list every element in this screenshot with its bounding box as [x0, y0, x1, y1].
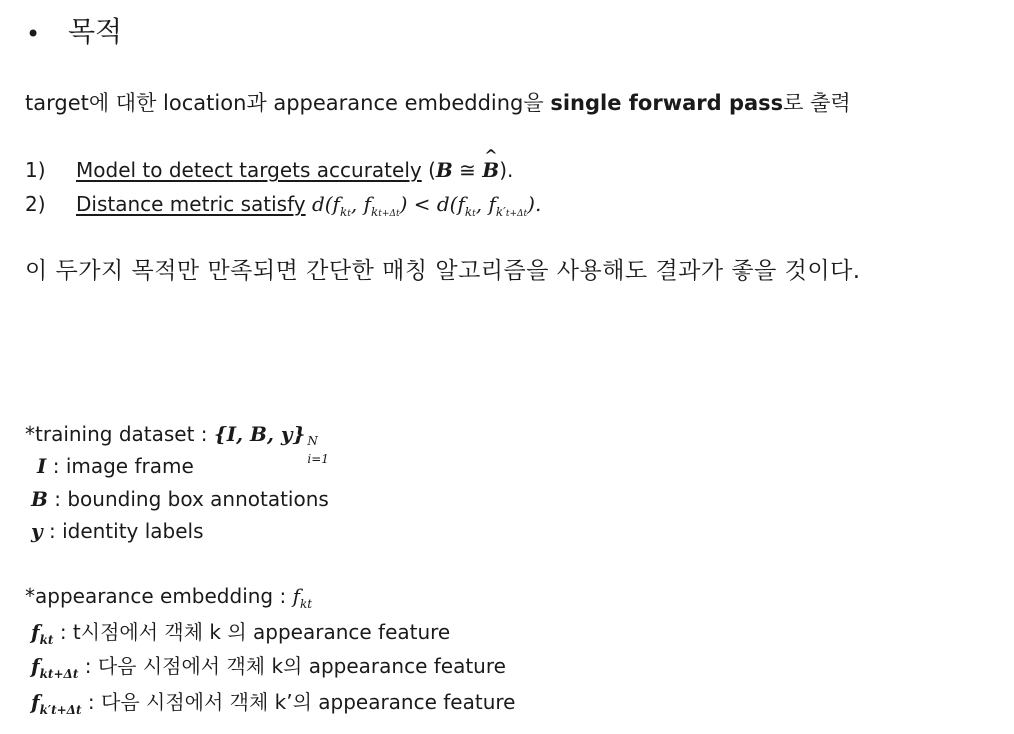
embedding-title — [25, 582, 312, 618]
goal-item-1 — [25, 155, 514, 185]
embedding-title-text: *appearance embedding : — [25, 584, 293, 608]
training-def-bbox — [31, 485, 329, 513]
goal-text — [76, 189, 541, 229]
training-sub: i=1 — [307, 452, 329, 466]
goal-underlined: Distance metric satisfy — [76, 192, 306, 216]
def-symbol: f — [31, 654, 40, 678]
def-text: : bounding box annotations — [47, 487, 329, 511]
def-symbol: I — [37, 454, 47, 478]
def-symbol-sub: k′t+Δt — [39, 703, 82, 717]
def-text: : 다음 시점에서 객체 k’의 appearance feature — [81, 690, 516, 714]
training-def-identity — [31, 517, 204, 545]
goal-item-2 — [25, 189, 542, 219]
training-sup: N — [307, 434, 318, 448]
summary-line — [25, 88, 851, 118]
summary-suffix: 로 출력 — [783, 91, 851, 115]
summary-bold: single forward pass — [550, 91, 784, 115]
goal-text — [76, 155, 513, 185]
embedding-def-2 — [31, 652, 506, 688]
def-text: : image frame — [46, 454, 194, 478]
def-symbol: y — [31, 519, 43, 543]
training-formula: {I, B, y} — [213, 422, 306, 446]
def-text: : t시점에서 객체 k 의 appearance feature — [53, 620, 451, 644]
goal-number: 1) — [25, 158, 46, 182]
def-symbol: B — [31, 487, 48, 511]
training-title: *training dataset : — [25, 422, 214, 446]
embedding-def-3 — [31, 688, 515, 724]
bullet-point: • — [26, 20, 41, 48]
goal-formula: (B ≅ ^ B). — [428, 158, 513, 182]
embedding-symbol-sub: kt — [299, 597, 313, 611]
conclusion-text: 이 두가지 목적만 만족되면 간단한 매칭 알고리즘을 사용해도 결과가 좋을 것이다. — [25, 258, 861, 284]
def-text: : identity labels — [42, 519, 204, 543]
embedding-symbol: f — [292, 584, 300, 608]
summary-prefix: target에 대한 location과 appearance embedding을 — [25, 91, 551, 115]
def-symbol-sub: kt — [39, 633, 54, 647]
def-symbol: f — [31, 620, 40, 644]
goal-number: 2) — [25, 192, 46, 216]
def-symbol-sub: kt+Δt — [39, 667, 79, 681]
def-text: : 다음 시점에서 객체 k의 appearance feature — [78, 654, 506, 678]
goal-formula: $d(f_{kt}$, $f_{kt+\Delta t}) < d(f_{kt}$, $f_{k't+\Delta t}$). — [311, 192, 542, 219]
goal-underlined: Model to detect targets accurately — [76, 158, 422, 182]
training-def-image — [37, 452, 194, 480]
embedding-def-1 — [31, 618, 450, 654]
section-heading: 목적 — [68, 15, 123, 48]
def-symbol: f — [31, 690, 40, 714]
